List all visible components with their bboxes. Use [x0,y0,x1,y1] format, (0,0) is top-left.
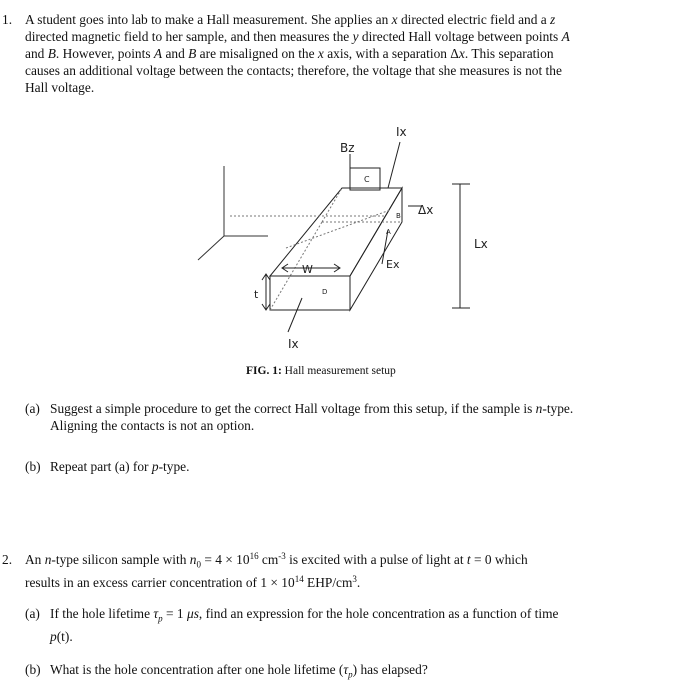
problem-1-number: 1. [2,12,13,27]
part-1b-text: Repeat part (a) for p-type. [50,459,190,474]
part-2a-text: If the hole lifetime $\tau_p = 1$ μs, find an expression for the hole concentration as a function of time p(t). [50,606,559,644]
point-d-label: D [322,288,328,296]
sample-right-face [350,188,402,310]
part-1a-text: Suggest a simple procedure to get the correct Hall voltage from this setup, if the sample is n-type. Aligning the contacts is not an option. [50,401,574,433]
ix-top-label: Ix [396,125,407,139]
problem-1-line-3: and B. However, points A and B are misaligned on the x axis, with a separation Δx. This separation [25,46,554,61]
bz-label: Bz [340,141,355,155]
part-2b-label: (b) [25,662,41,677]
figure-caption: FIG. 1: Hall measurement setup [246,365,396,377]
problem-1-line-1: A student goes into lab to make a Hall measurement. She applies an x directed electric field and a z [25,12,556,27]
problem-1-text [25,11,665,96]
problem-1-line-4: causes an additional voltage between the contacts; therefore, the voltage that she measures is not the [25,63,562,78]
sample-front-face [270,276,350,310]
part-1b-label: (b) [25,459,41,474]
point-b-label: B [396,212,401,220]
hall-setup-figure [190,118,500,350]
ex-label: Ex [386,258,400,271]
point-a-label: A [386,228,391,236]
problem-1-line-2: directed magnetic field to her sample, and then measures the y directed Hall voltage between points A [25,29,570,44]
lx-label: Lx [474,237,488,251]
part-2a-label: (a) [25,606,40,621]
problem-2-number: 2. [2,552,13,567]
w-label: W [302,263,313,276]
x-axis [198,236,224,260]
part-1a-label: (a) [25,401,40,416]
problem-2-text: An n-type silicon sample with $n_0 = 4 \times 10^{16}$ $cm^{-3}$ is excited with a pulse of light at t = 0 which results in an excess carrier concentration of $1 \times 10^{14}$ EHP/$cm^3$. [25,551,528,590]
dx-label: Δx [418,203,434,217]
ix-bottom-label: Ix [288,337,299,350]
problem-1-line-5: Hall voltage. [25,80,95,95]
part-2b-text: What is the hole concentration after one hole lifetime $(\tau_p)$ has elapsed? [50,662,428,680]
t-label: t [254,288,259,301]
contact-c-label: C [364,175,370,184]
